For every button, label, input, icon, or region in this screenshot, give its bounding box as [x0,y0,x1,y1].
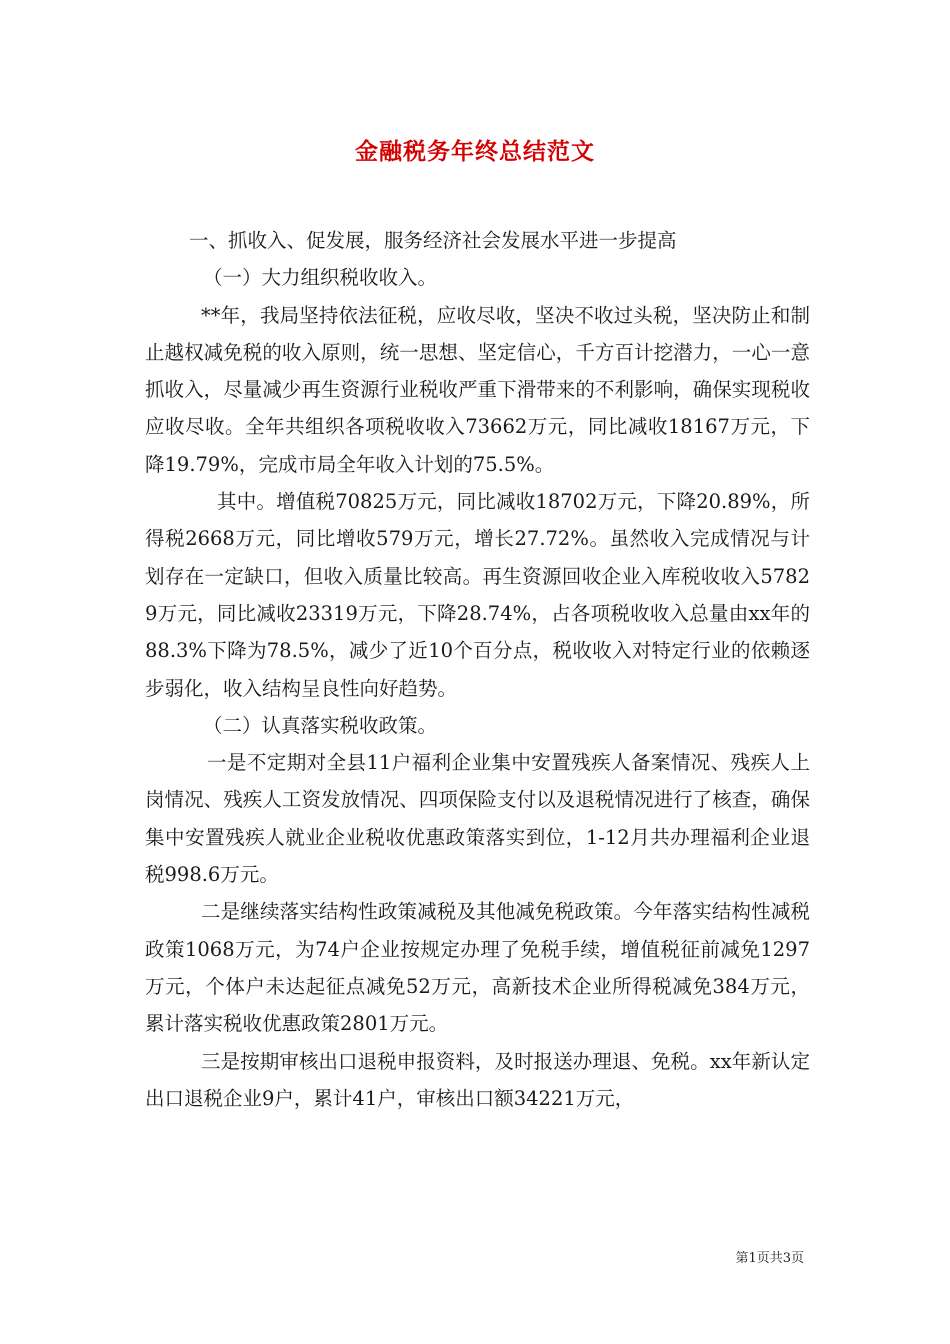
subsection-heading-2: （二）认真落实税收政策。 [203,713,438,737]
paragraph-tax-reduction: 二是继续落实结构性政策减税及其他减免税政策。今年落实结构性减税政策1068万元，为74户企业按规定办理了免税手续，增值税征前减免1297万元，个体户未达起征点减免52万元，高新技术企业所得税减免384万元，累计落实税收优惠政策2801万元。 [145,900,810,1036]
document-body [145,222,810,1117]
document-title: 金融税务年终总结范文 [355,139,595,165]
subsection-heading-1: （一）大力组织税收收入。 [203,266,438,290]
paragraph-revenue-summary: **年，我局坚持依法征税，应收尽收，坚决不收过头税，坚决防止和制止越权减免税的收入原则，统一思想、坚定信心，千方百计挖潜力，一心一意抓收入，尽量减少再生资源行业税收严重下滑带来的不利影响，确保实现税收应收尽收。全年共组织各项税收收入73662万元，同比减收18167万元，下降19.79%，完成市局全年收入计划的75.5%。 [145,303,810,476]
paragraph-revenue-detail: 其中。增值税70825万元，同比减收18702万元，下降20.89%，所得税2668万元，同比增收579万元，增长27.72%。虽然收入完成情况与计划存在一定缺口，但收入质量比较高。再生资源回收企业入库税收收入57829万元，同比减收23319万元，下降28.74%，占各项税收收入总量由xx年的88.3%下降为78.5%，减少了近10个百分点，税收收入对特定行业的依赖逐步弱化，收入结构呈良性向好趋势。 [145,490,810,700]
paragraph-welfare-enterprise: 一是不定期对全县11户福利企业集中安置残疾人备案情况、残疾人上岗情况、残疾人工资发放情况、四项保险支付以及退税情况进行了核查，确保集中安置残疾人就业企业税收优惠政策落实到位，1-12月共办理福利企业退税998.6万元。 [145,751,810,887]
page-number: 第1页共3页 [735,1251,804,1266]
paragraph-export-rebate: 三是按期审核出口退税申报资料，及时报送办理退、免税。xx年新认定出口退税企业9户，累计41户，审核出口额34221万元， [145,1049,810,1110]
section-heading-1: 一、抓收入、促发展，服务经济社会发展水平进一步提高 [189,229,677,252]
